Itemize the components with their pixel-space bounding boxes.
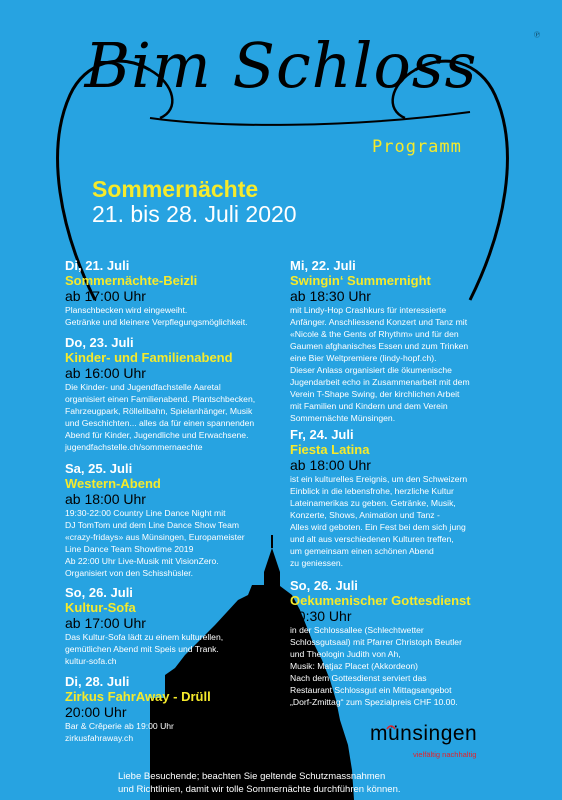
desc-line: Getränke und kleinere Verpflegungsmöglichkeit.	[65, 317, 248, 327]
footer-notice	[118, 770, 401, 796]
footer-line: Liebe Besuchende; beachten Sie geltende Schutzmassnahmen	[118, 771, 386, 782]
event-time: ab 18:00 Uhr	[65, 491, 146, 507]
event-description	[65, 304, 248, 328]
desc-line: Fahrzeugpark, Röllelibahn, Spielanhänger, Musik	[65, 406, 253, 416]
event-time: ab 18:30 Uhr	[290, 288, 371, 304]
event-name: Kultur-Sofa	[65, 600, 136, 615]
desc-line: Restaurant Schlossgut ein Mittagsangebot	[290, 685, 452, 695]
event-sa-25-juli	[65, 461, 245, 579]
poster-title: Bim Schloss	[84, 29, 478, 102]
event-do-23-juli	[65, 335, 255, 453]
desc-line: Anfänger. Anschliessend Konzert und Tanz mit	[290, 317, 468, 327]
event-description	[65, 720, 211, 744]
desc-line: Ab 22:00 Uhr Live-Musik mit VisionZero.	[65, 556, 219, 566]
event-description	[290, 304, 470, 424]
event-fr-24-juli	[290, 427, 467, 569]
event-name: Oekumenischer Gottesdienst	[290, 593, 471, 608]
event-time: ab 16:00 Uhr	[65, 365, 146, 381]
event-dates: 21. bis 28. Juli 2020	[92, 201, 297, 227]
desc-line: zu geniessen.	[290, 558, 344, 568]
desc-line: Dieser Anlass organisiert die ökumenische	[290, 365, 452, 375]
event-time: ab 17:00 Uhr	[65, 615, 146, 631]
event-di-28-juli	[65, 674, 211, 744]
desc-line: Schlossgutsaal) mit Pfarrer Christoph Beutler	[290, 637, 462, 647]
event-day: Di, 21. Juli	[65, 258, 130, 273]
event-time: 20:00 Uhr	[65, 704, 127, 720]
event-day: Do, 23. Juli	[65, 335, 134, 350]
desc-line: Einblick in die lebensfrohe, herzliche Kultur	[290, 486, 454, 496]
desc-line: Die Kinder- und Jugendfachstelle Aaretal	[65, 382, 221, 392]
footer-line: und Richtlinien, damit wir tolle Sommernächte durchführen können.	[118, 784, 401, 795]
event-name: Zirkus FahrAway - Drüll	[65, 689, 211, 704]
event-description	[65, 381, 255, 453]
event-di-21-juli	[65, 258, 248, 328]
event-mi-22-juli	[290, 258, 470, 424]
desc-line: Bar & Crêperie ab 19:00 Uhr	[65, 721, 174, 731]
desc-line: Alles wird geboten. Ein Fest bei dem sich jung	[290, 522, 466, 532]
desc-line: und Geschichten... alles da für einen spannenden	[65, 418, 255, 428]
muensingen-logo: münsingen	[370, 722, 478, 745]
event-day: Fr, 24. Juli	[290, 427, 354, 442]
desc-line: zirkusfahraway.ch	[65, 733, 134, 743]
desc-line: in der Schlossallee (Schlechtwetter	[290, 625, 424, 635]
event-time: ab 18:00 Uhr	[290, 457, 371, 473]
desc-line: Planschbecken wird eingeweiht.	[65, 305, 188, 315]
event-name: Kinder- und Familienabend	[65, 350, 233, 365]
desc-line: «crazy-fridays» aus Münsingen, Europameister	[65, 532, 245, 542]
event-so-26-juli-kultur	[65, 585, 223, 667]
logo-arc-icon	[386, 724, 396, 730]
event-day: Mi, 22. Juli	[290, 258, 356, 273]
desc-line: organisiert einen Familienabend. Plantschbecken,	[65, 394, 256, 404]
event-day: Di, 28. Juli	[65, 674, 130, 689]
desc-line: und Theologin Judith von Ah,	[290, 649, 401, 659]
desc-line: jugendfachstelle.ch/sommernaechte	[65, 442, 203, 452]
desc-line: Jugendarbeit echo in Zusammenarbeit mit dem	[290, 377, 470, 387]
desc-line: und alt aus verschiedenen Kulturen treffen,	[290, 534, 454, 544]
event-day: So, 26. Juli	[65, 585, 133, 600]
event-series-headline: Sommernächte	[92, 176, 259, 202]
desc-line: kultur-sofa.ch	[65, 656, 117, 666]
event-description	[290, 624, 471, 708]
event-day: So, 26. Juli	[290, 578, 358, 593]
event-description	[65, 507, 245, 579]
desc-line: Lateinamerikas zu geben. Getränke, Musik,	[290, 498, 456, 508]
desc-line: «Nicole & the Gents of Rhythm» und für den	[290, 329, 459, 339]
event-name: Western-Abend	[65, 476, 161, 491]
event-day: Sa, 25. Juli	[65, 461, 133, 476]
desc-line: Konzerte, Shows, Animation und Tanz -	[290, 510, 440, 520]
desc-line: mit Familien und Kindern und dem Verein	[290, 401, 448, 411]
desc-line: Nach dem Gottesdienst serviert das	[290, 673, 427, 683]
event-name: Fiesta Latina	[290, 442, 370, 457]
event-time: ab 17:00 Uhr	[65, 288, 146, 304]
logo-tagline: vielfältig nachhaltig	[413, 750, 477, 759]
event-description	[65, 631, 223, 667]
desc-line: Gaumen afghanisches Essen und zum Trinken	[290, 341, 469, 351]
corner-mark: Ⓟ	[534, 33, 541, 39]
desc-line: 19:30-22:00 Country Line Dance Night mit	[65, 508, 226, 518]
desc-line: ist ein kulturelles Ereignis, um den Schweizern	[290, 474, 468, 484]
desc-line: DJ TomTom und dem Line Dance Show Team	[65, 520, 240, 530]
desc-line: Line Dance Team Showtime 2019	[65, 544, 194, 554]
desc-line: Sommernächte Münsingen.	[290, 413, 396, 423]
desc-line: „Dorf-Zmittag“ zum Spezialpreis CHF 10.00.	[290, 697, 458, 707]
desc-line: Musik: Matjaz Placet (Akkordeon)	[290, 661, 418, 671]
desc-line: eine Bier Weltpremiere (lindy-hopf.ch).	[290, 353, 437, 363]
desc-line: Verein T-Shape Swing, der kirchlichen Arbeit	[290, 389, 460, 399]
desc-line: Das Kultur-Sofa lädt zu einem kulturellen,	[65, 632, 224, 642]
event-time: 10:30 Uhr	[290, 608, 352, 624]
event-so-26-juli-gottesdienst	[290, 578, 471, 708]
desc-line: Abend für Kinder, Jugendliche und Erwachsene.	[65, 430, 249, 440]
desc-line: gemütlichen Abend mit Speis und Trank.	[65, 644, 219, 654]
desc-line: Organisiert von den Schisshüsler.	[65, 568, 194, 578]
desc-line: um gemeinsam einen schönen Abend	[290, 546, 434, 556]
desc-line: mit Lindy-Hop Crashkurs für interessierte	[290, 305, 447, 315]
event-name: Swingin‘ Summernight	[290, 273, 431, 288]
poster-subtitle: Programm	[372, 137, 462, 157]
event-description	[290, 473, 467, 569]
event-name: Sommernächte-Beizli	[65, 273, 198, 288]
